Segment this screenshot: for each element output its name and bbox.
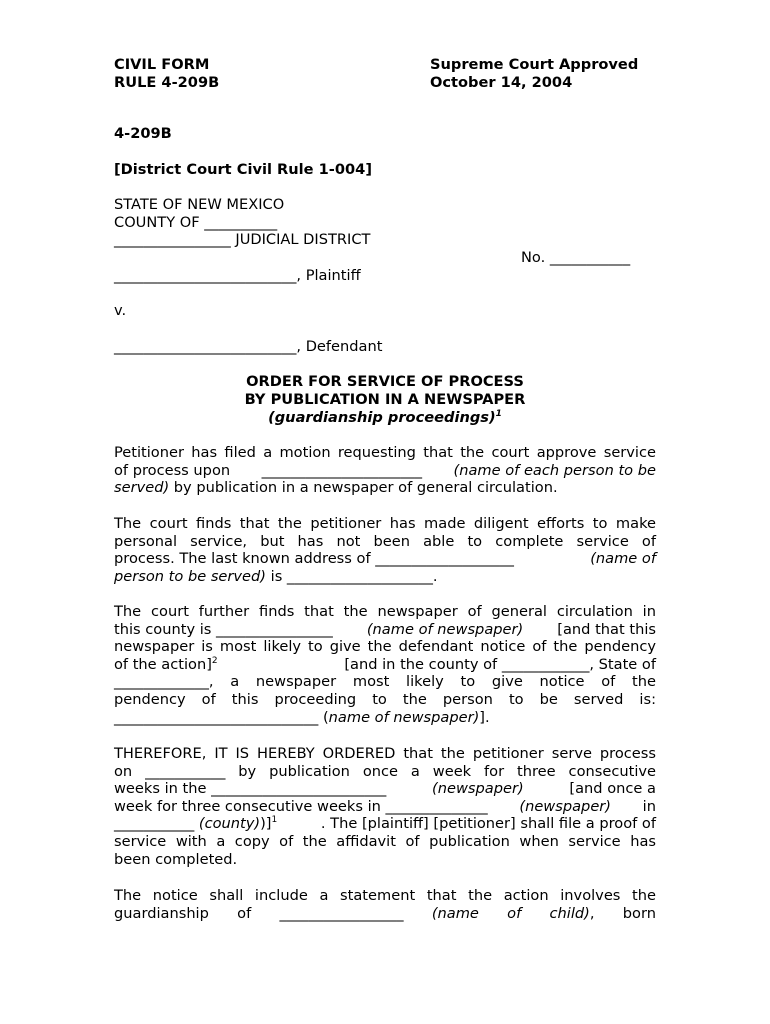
caption-defendant: _________________________, Defendant bbox=[114, 338, 383, 355]
p3-text-a: this county is ________________ bbox=[114, 620, 333, 638]
title-line-1: ORDER FOR SERVICE OF PROCESS bbox=[246, 373, 524, 390]
p3-hint-end: name of newspaper) bbox=[328, 708, 480, 726]
p4-line-4 bbox=[114, 798, 656, 816]
p4-text-b: [and once a bbox=[569, 780, 656, 798]
p1-text-end: by publication in a newspaper of general circulation. bbox=[169, 479, 558, 497]
p4-text-a: weeks in the ________________________ bbox=[114, 780, 387, 798]
p1-line-2 bbox=[114, 462, 656, 480]
p5-blank: _________________ bbox=[279, 904, 404, 922]
header-form-label: CIVIL FORM bbox=[114, 56, 210, 73]
p4-text-d: in bbox=[642, 797, 656, 815]
p5-word-born: born bbox=[622, 904, 656, 922]
p4-blank: ___________ bbox=[114, 815, 195, 833]
p3-county: [and in the county of ____________, State of bbox=[344, 655, 656, 673]
paragraph-order bbox=[114, 745, 656, 868]
p1-text: of process upon bbox=[114, 461, 231, 479]
p3-footnote-mark: 2 bbox=[211, 655, 218, 666]
paragraph-motion bbox=[114, 444, 656, 497]
p3-line-3: newspaper is most likely to give the defendant notice of the pendency bbox=[114, 638, 656, 656]
caption-versus: v. bbox=[114, 302, 127, 319]
p4-line-6: service with a copy of the affidavit of publication when service has bbox=[114, 832, 656, 850]
header-approval-date: October 14, 2004 bbox=[430, 74, 573, 91]
p4-text-c: week for three consecutive weeks in ______________ bbox=[114, 797, 488, 815]
p4-footnote-mark: 1 bbox=[271, 815, 278, 826]
p3-action: of the action] bbox=[114, 655, 212, 673]
header-rule-label: RULE 4-209B bbox=[114, 74, 220, 91]
p4-hint-c: (county) bbox=[198, 815, 261, 833]
paragraph-notice bbox=[114, 887, 656, 922]
p4-line-3 bbox=[114, 780, 656, 798]
p2-text: process. The last known address of ___________________ bbox=[114, 550, 514, 568]
p3-blank: ____________________________ ( bbox=[114, 708, 329, 726]
title-subtitle: (guardianship proceedings) bbox=[268, 409, 496, 426]
p1-blank: ______________________ bbox=[261, 461, 423, 479]
caption-case-number: No. ___________ bbox=[521, 249, 631, 266]
p3-line-1: The court further finds that the newspaper of general circulation in bbox=[114, 603, 656, 620]
p1-line-3 bbox=[114, 479, 656, 497]
p1-line-1: Petitioner has filed a motion requesting that the court approve service bbox=[114, 444, 656, 461]
caption-plaintiff: _________________________, Plaintiff bbox=[114, 267, 361, 284]
p5-hint-child: child) bbox=[549, 904, 590, 922]
p4-hint-b: (newspaper) bbox=[519, 797, 611, 815]
p5-line-1: The notice shall include a statement that the action involves the bbox=[114, 887, 656, 904]
p4-line-7: been completed. bbox=[114, 850, 238, 868]
p4-proof: . The [plaintiff] [petitioner] shall file a proof of bbox=[320, 815, 656, 833]
p2-hint: (name of bbox=[590, 550, 656, 568]
p4-hint-a: (newspaper) bbox=[432, 780, 524, 798]
p3-line-4 bbox=[114, 656, 656, 674]
p3-text-b: [and that this bbox=[557, 620, 656, 638]
p2-line-3 bbox=[114, 550, 656, 568]
paragraph-newspaper bbox=[114, 603, 656, 726]
p3-line-7 bbox=[114, 709, 656, 727]
title-line-2: BY PUBLICATION IN A NEWSPAPER bbox=[244, 391, 526, 408]
title-footnote-mark: 1 bbox=[495, 409, 502, 419]
p2-line-4 bbox=[114, 568, 656, 586]
title-line-3 bbox=[114, 409, 656, 427]
paragraph-findings bbox=[114, 515, 656, 585]
p4-close: )] bbox=[260, 815, 272, 833]
p3-line-4-start bbox=[114, 656, 218, 674]
p5-child-group bbox=[550, 905, 595, 923]
p2-hint-end: person to be served) bbox=[114, 567, 266, 585]
p3-line-5: _____________, a newspaper most likely to give notice of the bbox=[114, 673, 656, 691]
district-rule: [District Court Civil Rule 1-004] bbox=[114, 161, 372, 178]
p5-word-guardianship: guardianship bbox=[114, 904, 209, 922]
p5-hint-of: of bbox=[507, 904, 522, 922]
p3-close: ]. bbox=[479, 708, 490, 726]
form-number: 4-209B bbox=[114, 125, 172, 142]
p1-hint: (name of each person to be bbox=[453, 461, 656, 479]
p5-comma: , bbox=[589, 904, 595, 922]
p3-hint: (name of newspaper) bbox=[366, 620, 524, 638]
p5-line-2 bbox=[114, 905, 656, 923]
p3-line-2 bbox=[114, 621, 656, 639]
p4-line-5 bbox=[114, 815, 656, 833]
p2-line-1: The court finds that the petitioner has made diligent efforts to make bbox=[114, 515, 656, 532]
p5-word-of: of bbox=[237, 904, 252, 922]
caption-county: COUNTY OF __________ bbox=[114, 214, 278, 231]
p4-line-1: THEREFORE, IT IS HEREBY ORDERED that the petitioner serve process bbox=[114, 745, 656, 762]
p5-hint-name: (name bbox=[431, 904, 479, 922]
header-approval: Supreme Court Approved bbox=[430, 56, 639, 73]
caption-district: ________________ JUDICIAL DISTRICT bbox=[114, 231, 371, 248]
caption-state: STATE OF NEW MEXICO bbox=[114, 196, 285, 213]
p1-hint-end: served) bbox=[114, 479, 170, 497]
p4-line-2: on ___________ by publication once a week for three consecutive bbox=[114, 762, 656, 780]
p2-line-2: personal service, but has not been able to complete service of bbox=[114, 532, 656, 550]
p4-line-5-start bbox=[114, 815, 277, 833]
p2-text-end: is ____________________. bbox=[266, 567, 438, 585]
p3-line-6: pendency of this proceeding to the person to be served is: bbox=[114, 690, 656, 708]
